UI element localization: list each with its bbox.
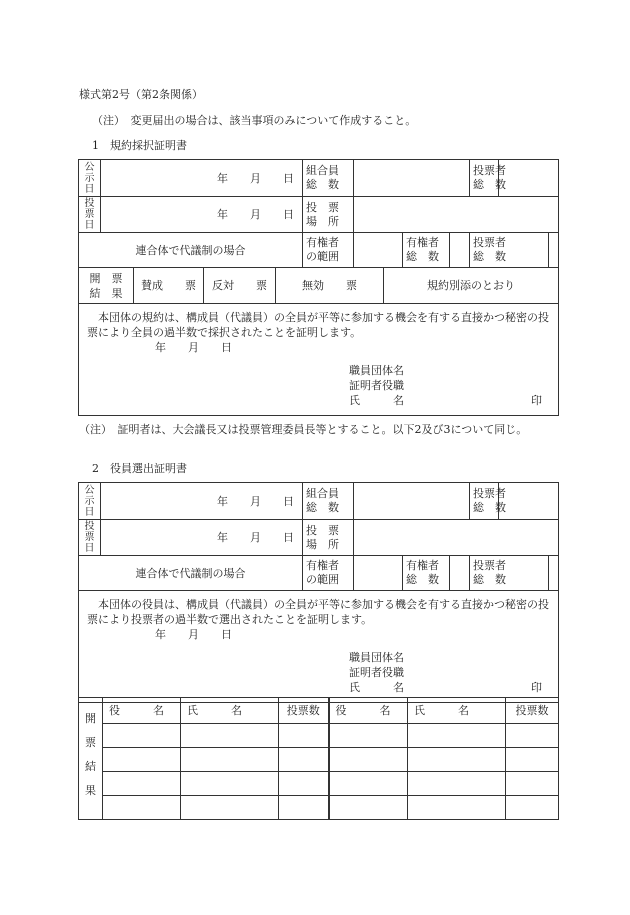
votes-against: 反対 票 [204, 268, 276, 304]
results-row [79, 772, 559, 796]
member-total-label: 組合員 総 数 [303, 160, 354, 197]
voting-date-label-2: 投 票 日 [79, 520, 101, 556]
results-cell[interactable] [181, 796, 279, 820]
certifier-note: （注） 証明者は、大会議長又は投票管理委員長等とすること。以下2及び3について同じ。 [79, 423, 528, 436]
results-cell[interactable] [279, 724, 329, 748]
results-header-6: 投票数 [506, 698, 559, 724]
certifier-title-label-2: 証明者役職 [349, 666, 404, 679]
public-notice-date-2: 年 月 日 [101, 483, 303, 520]
voters-total-label: 投票者 総 数 [470, 233, 549, 268]
eligible-range-value[interactable] [354, 233, 403, 268]
results-cell[interactable] [181, 748, 279, 772]
results-cell[interactable] [181, 772, 279, 796]
results-cell[interactable] [279, 772, 329, 796]
results-cell[interactable] [506, 772, 559, 796]
federation-label: 連合体で代議制の場合 [79, 233, 303, 268]
voting-date-2: 年 月 日 [101, 520, 303, 556]
election-results-table [78, 697, 559, 820]
federation-label-2: 連合体で代議制の場合 [79, 556, 303, 591]
certifier-title-label: 証明者役職 [349, 379, 404, 392]
certification-block-2 [79, 591, 559, 703]
member-total-label-2: 組合員 総 数 [303, 483, 354, 520]
voting-place-label-2: 投 票 場 所 [303, 520, 354, 556]
voter-total-label-2: 投票者 総 数 [470, 483, 499, 520]
section2-title: 2 役員選出証明書 [92, 462, 187, 475]
voting-place-value[interactable] [354, 197, 559, 233]
count-result-label: 開 票 結 果 [79, 268, 134, 304]
results-row [79, 796, 559, 820]
section1-table [78, 159, 559, 416]
eligible-total-value[interactable] [450, 233, 470, 268]
certification-text: 本団体の規約は、構成員（代議員）の全員が平等に参加する機会を有する直接かつ秘密の投票により全員の過半数で採択されたことを証明します。 [87, 311, 549, 339]
results-header-4: 役 名 [329, 698, 408, 724]
results-cell[interactable] [329, 772, 408, 796]
results-cell[interactable] [408, 748, 506, 772]
certification-block [79, 304, 559, 416]
public-notice-date: 年 月 日 [101, 160, 303, 197]
name-label: 氏 名 [349, 394, 404, 407]
voting-place-label: 投 票 場 所 [303, 197, 354, 233]
public-notice-date-label-2: 公 示 日 [79, 483, 101, 520]
eligible-total-value-2[interactable] [450, 556, 470, 591]
results-cell[interactable] [103, 796, 181, 820]
seal-mark: 印 [531, 394, 542, 407]
count-result-label-2: 開 票 結 果 [79, 698, 103, 820]
org-name-label: 職員団体名 [349, 364, 404, 377]
org-name-label-2: 職員団体名 [349, 651, 404, 664]
results-cell[interactable] [103, 724, 181, 748]
results-header-5: 氏 名 [408, 698, 506, 724]
voting-date: 年 月 日 [101, 197, 303, 233]
change-note: （注） 変更届出の場合は、該当事項のみについて作成すること。 [92, 114, 417, 127]
results-cell[interactable] [103, 748, 181, 772]
results-cell[interactable] [181, 724, 279, 748]
results-cell[interactable] [279, 748, 329, 772]
results-header-1: 役 名 [103, 698, 181, 724]
certification-date-2: 年 月 日 [155, 628, 232, 641]
voting-date-label: 投 票 日 [79, 197, 101, 233]
eligible-range-value-2[interactable] [354, 556, 403, 591]
voter-total-value[interactable] [499, 160, 559, 197]
results-cell[interactable] [408, 772, 506, 796]
results-cell[interactable] [103, 772, 181, 796]
name-label-2: 氏 名 [349, 681, 404, 694]
certification-date: 年 月 日 [155, 341, 232, 354]
results-cell[interactable] [329, 724, 408, 748]
public-notice-date-label: 公 示 日 [79, 160, 101, 197]
results-row [79, 724, 559, 748]
votes-for: 賛成 票 [134, 268, 204, 304]
results-cell[interactable] [506, 724, 559, 748]
results-header-2: 氏 名 [181, 698, 279, 724]
results-cell[interactable] [408, 796, 506, 820]
seal-mark-2: 印 [531, 681, 542, 694]
voters-total-value[interactable] [549, 233, 559, 268]
results-cell[interactable] [408, 724, 506, 748]
voter-total-label: 投票者 総 数 [470, 160, 499, 197]
results-header-3: 投票数 [279, 698, 329, 724]
results-cell[interactable] [329, 748, 408, 772]
certification-text-2: 本団体の役員は、構成員（代議員）の全員が平等に参加する機会を有する直接かつ秘密の投票により投票者の過半数で選出されたことを証明します。 [87, 598, 549, 626]
votes-invalid: 無効 票 [276, 268, 384, 304]
eligible-range-label: 有権者 の範囲 [303, 233, 354, 268]
form-number: 様式第2号（第2条関係） [79, 88, 203, 101]
results-cell[interactable] [329, 796, 408, 820]
results-cell[interactable] [279, 796, 329, 820]
section1-title: 1 規約採択証明書 [92, 139, 187, 152]
eligible-total-label-2: 有権者 総 数 [403, 556, 450, 591]
eligible-total-label: 有権者 総 数 [403, 233, 450, 268]
voter-total-value-2[interactable] [499, 483, 559, 520]
voting-place-value-2[interactable] [354, 520, 559, 556]
voters-total-value-2[interactable] [549, 556, 559, 591]
rules-appendix-note: 規約別添のとおり [384, 268, 559, 304]
section2-table [78, 482, 559, 703]
eligible-range-label-2: 有権者 の範囲 [303, 556, 354, 591]
results-row [79, 748, 559, 772]
member-total-value-2[interactable] [354, 483, 470, 520]
results-cell[interactable] [506, 748, 559, 772]
voters-total-label-2: 投票者 総 数 [470, 556, 549, 591]
member-total-value[interactable] [354, 160, 470, 197]
results-cell[interactable] [506, 796, 559, 820]
